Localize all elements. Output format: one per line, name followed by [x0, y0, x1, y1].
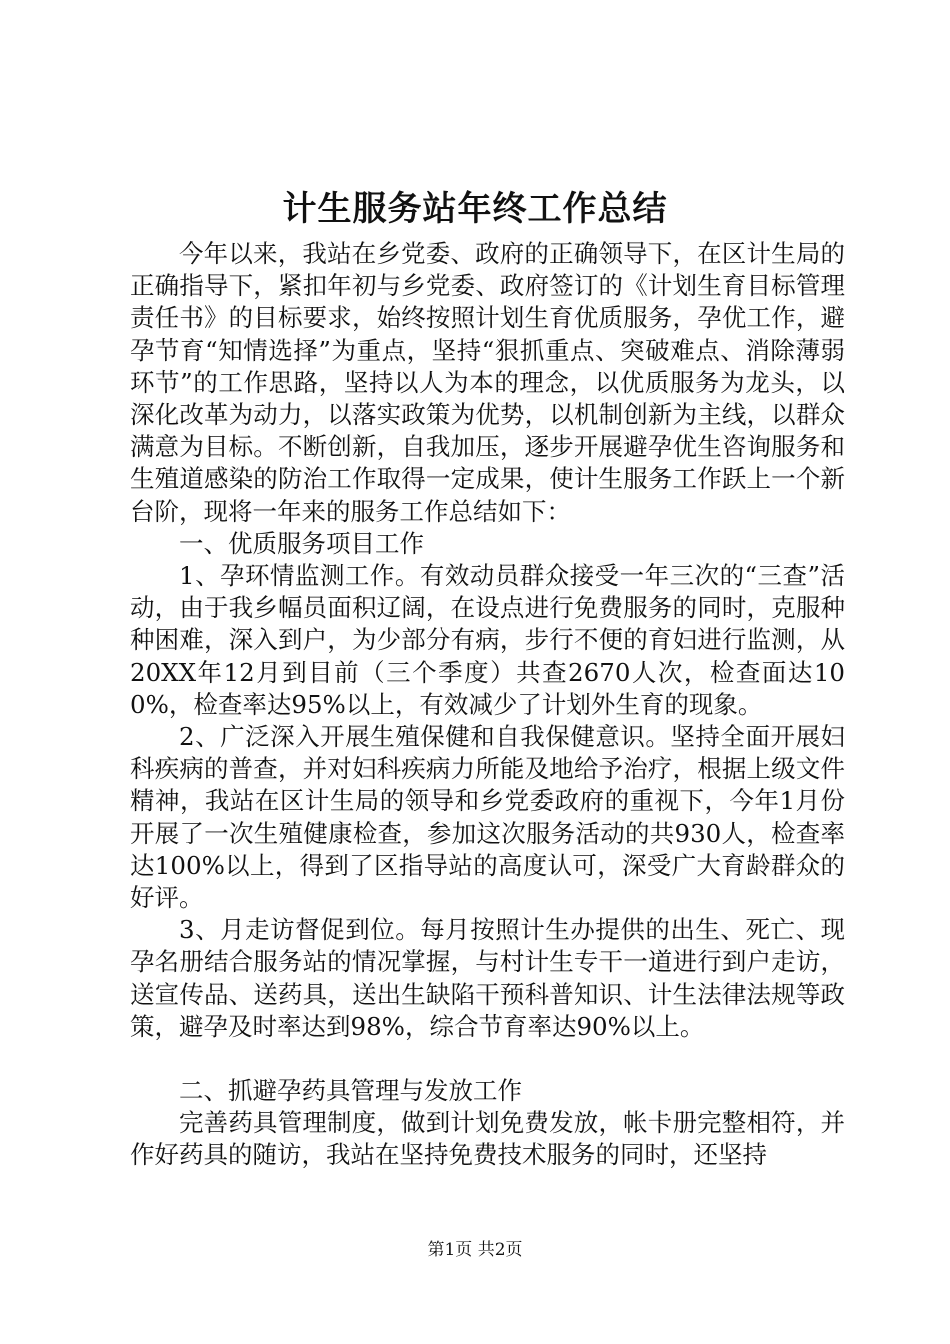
item-paragraph-1: 1、孕环情监测工作。有效动员群众接受一年三次的“三查”活动，由于我乡幅员面积辽阔，在设点进行免费服务的同时，克服种种困难，深入到户，为少部分有病，步行不便的育妇进行监测，从20XX年12月到目前（三个季度）共查2670人次，检查面达100%，检查率达95%以上，有效减少了计划外生育的现象。 — [130, 561, 845, 719]
intro-paragraph: 今年以来，我站在乡党委、政府的正确领导下，在区计生局的正确指导下，紧扣年初与乡党委、政府签订的《计划生育目标管理责任书》的目标要求，始终按照计划生育优质服务，孕优工作，避孕节育“知情选择”为重点，坚持“狠抓重点、突破难点、消除薄弱环节”的工作思路，坚持以人为本的理念，以优质服务为龙头，以深化改革为动力，以落实政策为优势，以机制创新为主线，以群众满意为目标。不断创新，自我加压，逐步开展避孕优生咨询服务和生殖道感染的防治工作取得一定成果，使计生服务工作跃上一个新台阶，现将一年来的服务工作总结如下： — [130, 239, 845, 526]
page-footer: 第1页 共2页 — [427, 1240, 523, 1260]
item-paragraph-3: 3、月走访督促到位。每月按照计生办提供的出生、死亡、现孕名册结合服务站的情况掌握，与村计生专干一道进行到户走访，送宣传品、送药具，送出生缺陷干预科普知识、计生法律法规等政策，避孕及时率达到98%，综合节育率达90%以上。 — [130, 915, 845, 1041]
section-heading-2: 二、抓避孕药具管理与发放工作 — [179, 1076, 522, 1106]
section-heading-1: 一、优质服务项目工作 — [179, 528, 424, 558]
document-title: 计生服务站年终工作总结 — [282, 189, 668, 229]
section-2-paragraph: 完善药具管理制度，做到计划免费发放，帐卡册完整相符，并作好药具的随访，我站在坚持免费技术服务的同时，还坚持 — [130, 1108, 845, 1170]
document-body — [130, 238, 845, 1172]
item-paragraph-2: 2、广泛深入开展生殖保健和自我保健意识。坚持全面开展妇科疾病的普查，并对妇科疾病力所能及地给予治疗，根据上级文件精神，我站在区计生局的领导和乡党委政府的重视下，今年1月份开展了一次生殖健康检查，参加这次服务活动的共930人，检查率达100%以上，得到了区指导站的高度认可，深受广大育龄群众的好评。 — [130, 722, 845, 913]
